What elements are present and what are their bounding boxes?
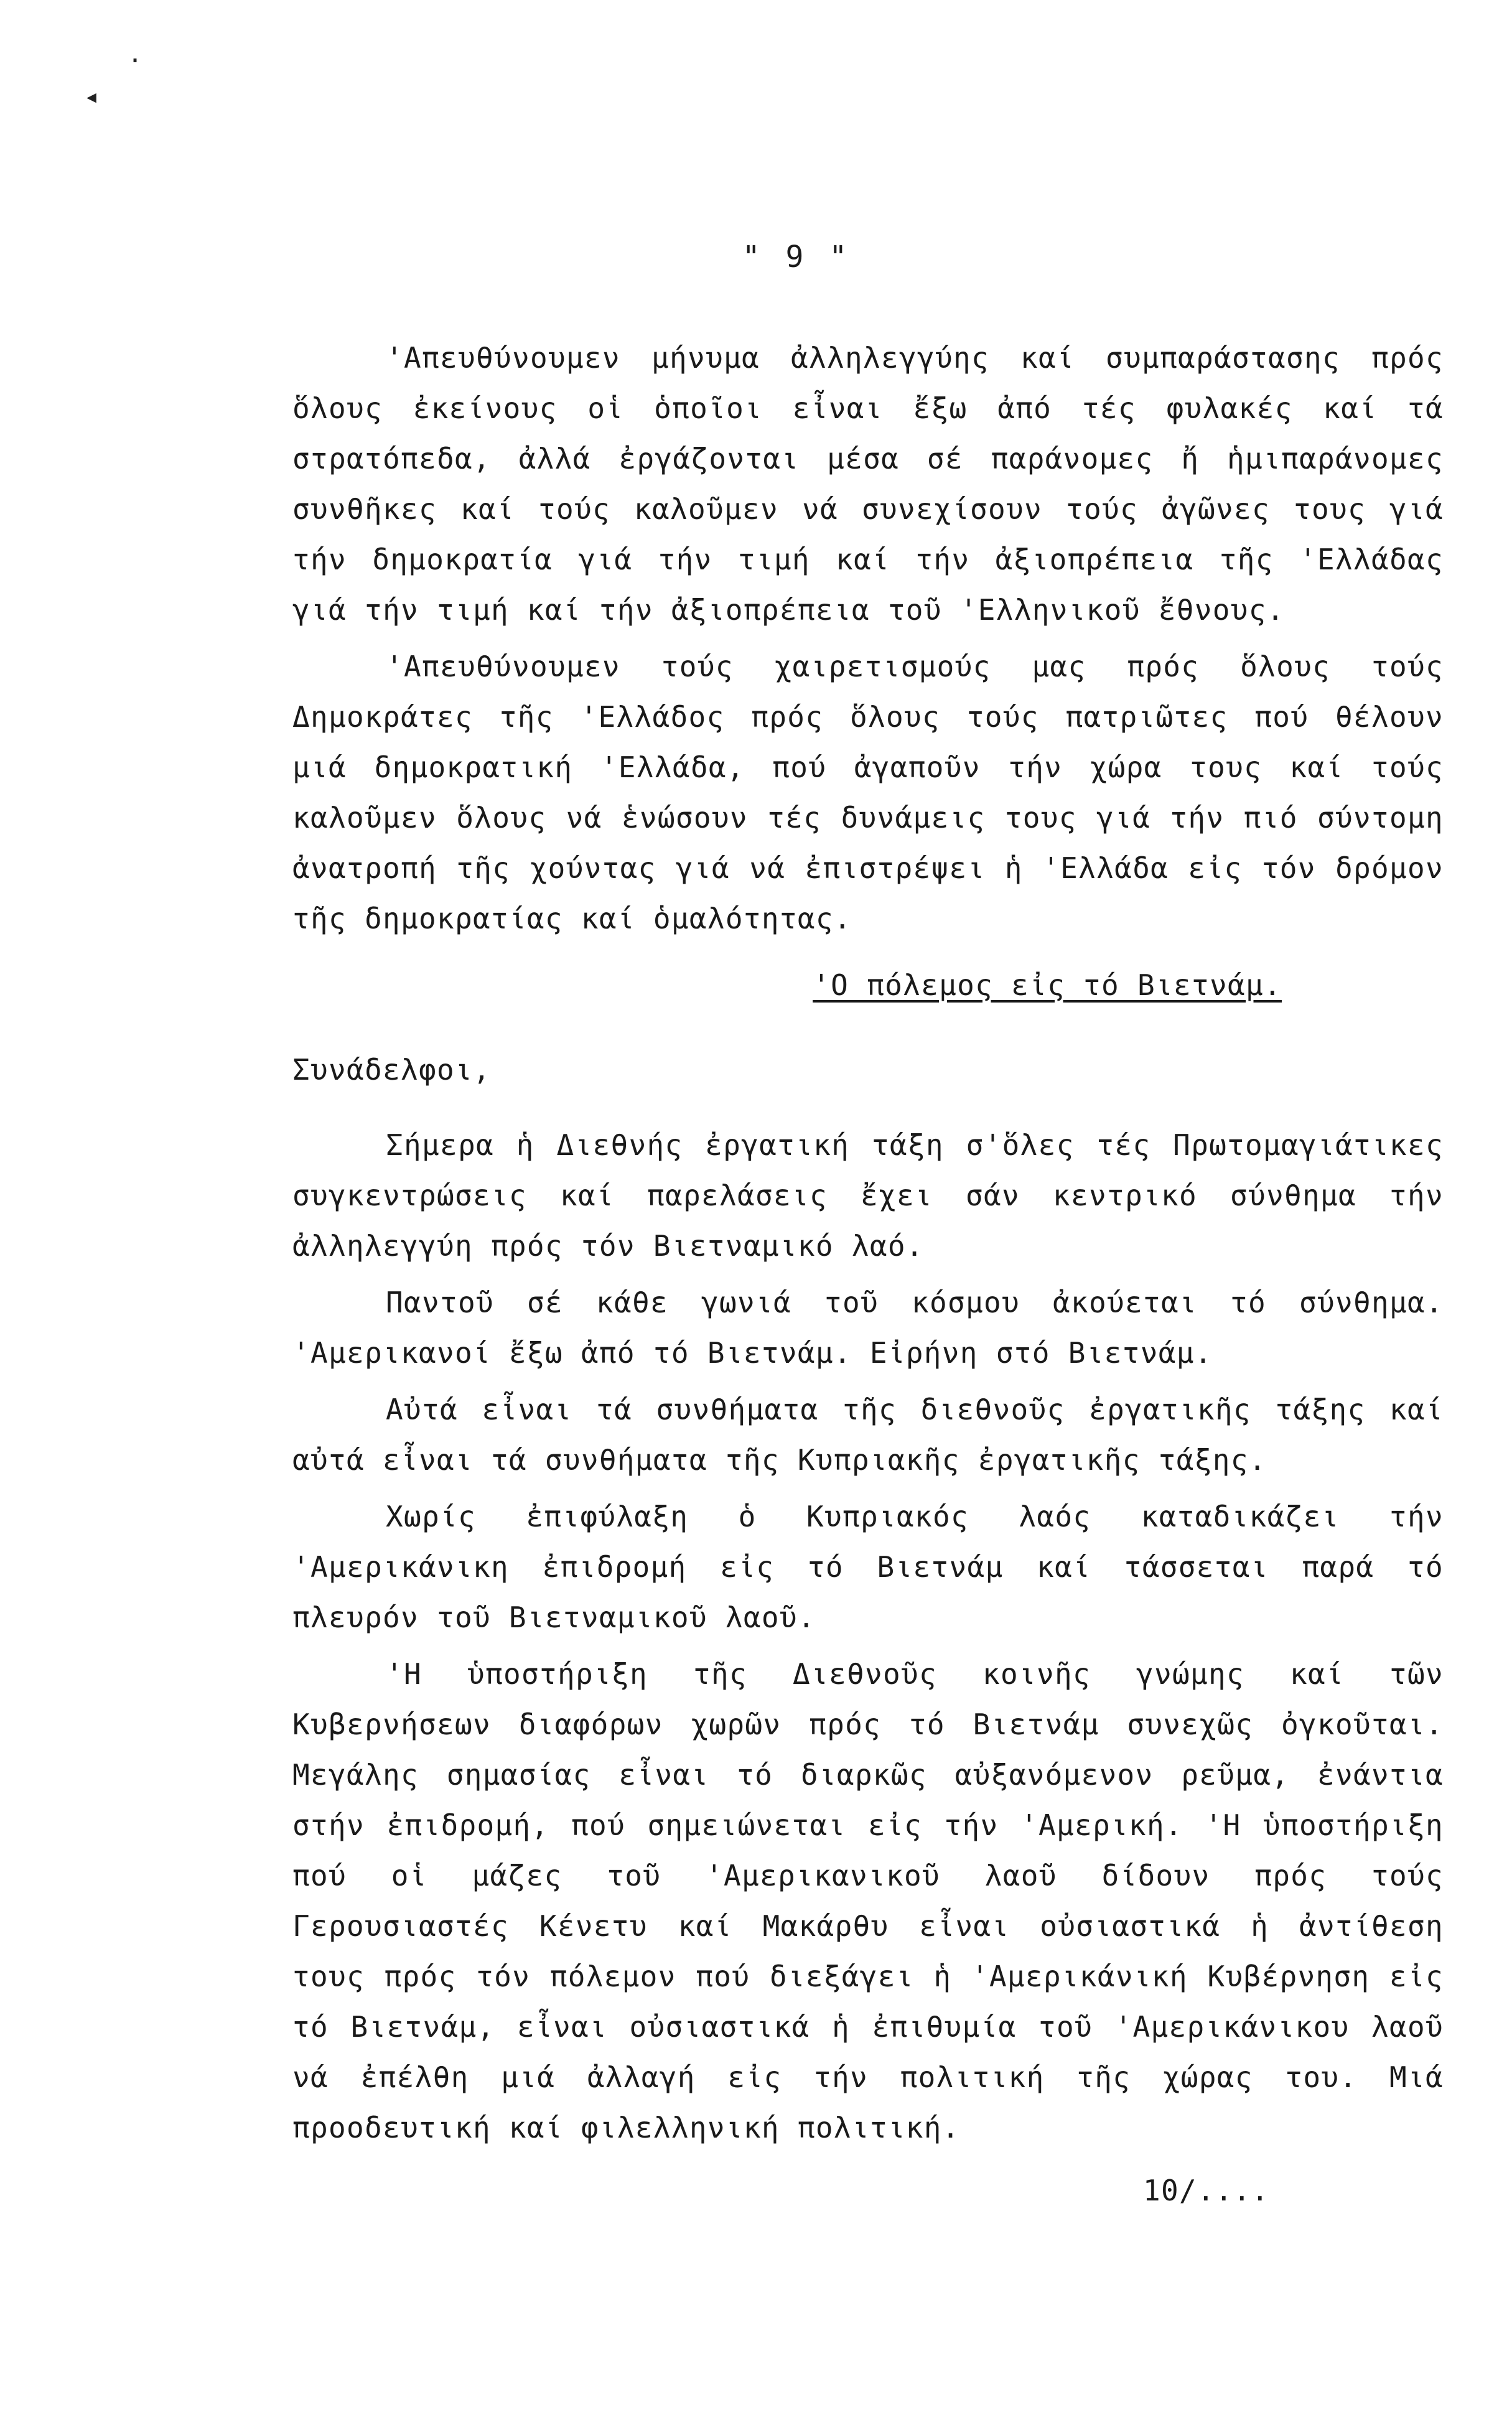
paragraph-may-day: Σήμερα ἡ Διεθνής ἐργατική τάξη σ'ὅλες τές Πρωτομαγιάτικες συγκεντρώσεις καί παρελάσεις ἔχει σάν κεντρικό σύνθημα τήν ἀλληλεγγύη πρός τόν Βιετναμικό λαό. [292,1128,1444,1263]
paragraph-cypriot-people: Χωρίς ἐπιφύλαξη ὁ Κυπριακός λαός καταδικάζει τήν 'Αμερικάνικη ἐπιδρομή εἰς τό Βιετνάμ καί τάσσεται παρά τό πλευρόν τοῦ Βιετναμικοῦ λαοῦ. [292,1500,1444,1634]
paragraph-international-support: 'Η ὑποστήριξη τῆς Διεθνοῦς κοινῆς γνώμης καί τῶν Κυβερνήσεων διαφόρων χωρῶν πρός τό Βιετνάμ συνεχῶς ὀγκοῦται. Μεγάλης σημασίας εἶναι τό διαρκῶς αὐξανόμενον ρεῦμα, ἐνάντια στήν ἐπιδρομή, πού σημειώνεται εἰς τήν 'Αμερική. 'Η ὑποστήριξη πού οἱ μάζες τοῦ 'Αμερικανικοῦ λαοῦ δίδουν πρός τούς Γερουσιαστές Κένετυ καί Μακάρθυ εἶναι οὐσιαστικά ἡ ἀντίθεση τους πρός τόν πόλεμον πού διεξάγει ἡ 'Αμερικάνική Κυβέρνηση εἰς τό Βιετνάμ, εἶναι οὐσιαστικά ἡ ἐπιθυμία τοῦ 'Αμερικάνικου λαοῦ νά ἐπέλθη μιά ἀλλαγή εἰς τήν πολιτική τῆς χώρας του. Μιά προοδευτική καί φιλελληνική πολιτική. [292,1657,1444,2144]
paragraph-greetings: 'Απευθύνουμεν τούς χαιρετισμούς μας πρός ὅλους τούς Δημοκράτες τῆς 'Ελλάδος πρός ὅλους τούς πατριῶτες πού θέλουν μιά δημοκρατική 'Ελλάδα, πού ἀγαποῦν τήν χώρα τους καί τούς καλοῦμεν ὅλους νά ἑνώσουν τές δυνάμεις τους γιά τήν πιό σύντομη ἀνατροπή τῆς χούντας γιά νά ἐπιστρέψει ἡ 'Ελλάδα εἰς τόν δρόμον τῆς δημοκρατίας καί ὁμαλότητας. [292,650,1444,935]
paragraph-solidarity: 'Απευθύνουμεν μήνυμα ἀλληλεγγύης καί συμπαράστασης πρός ὅλους ἐκείνους οἱ ὁποῖοι εἶναι ἔξω ἀπό τές φυλακές καί τά στρατόπεδα, ἀλλά ἐργάζονται μέσα σέ παράνομες ἤ ἡμιπαράνομες συνθῆκες καί τούς καλοῦμεν νά συνεχίσουν τούς ἀγῶνες τους γιά τήν δημοκρατία γιά τήν τιμή καί τήν ἀξιοπρέπεια τῆς 'Ελλάδας γιά τήν τιμή καί τήν ἀξιοπρέπεια τοῦ 'Ελληνικοῦ ἔθνους. [292,341,1444,627]
letter-body [292,333,1444,2216]
page-number: " 9 " [742,240,851,274]
scan-mark-top: · [128,47,143,75]
continuation-marker: 10/.... [1143,2174,1269,2207]
section-heading-text: 'Ο πόλεμος εἰς τό Βιετνάμ. [813,968,1282,1002]
paragraph-slogans: Παντοῦ σέ κάθε γωνιά τοῦ κόσμου ἀκούεται τό σύνθημα. 'Αμερικανοί ἔξω ἀπό τό Βιετνάμ. Εἰρήνη στό Βιετνάμ. [292,1286,1444,1370]
salutation: Συνάδελφοι, [292,1053,491,1087]
paragraph-working-class: Αὐτά εἶναι τά συνθήματα τῆς διεθνοῦς ἐργατικῆς τάξης καί αὐτά εἶναι τά συνθήματα τῆς Κυπριακῆς ἐργατικῆς τάξης. [292,1393,1444,1477]
scan-mark-corner: ◂ [84,82,100,111]
section-heading [292,960,1444,1011]
